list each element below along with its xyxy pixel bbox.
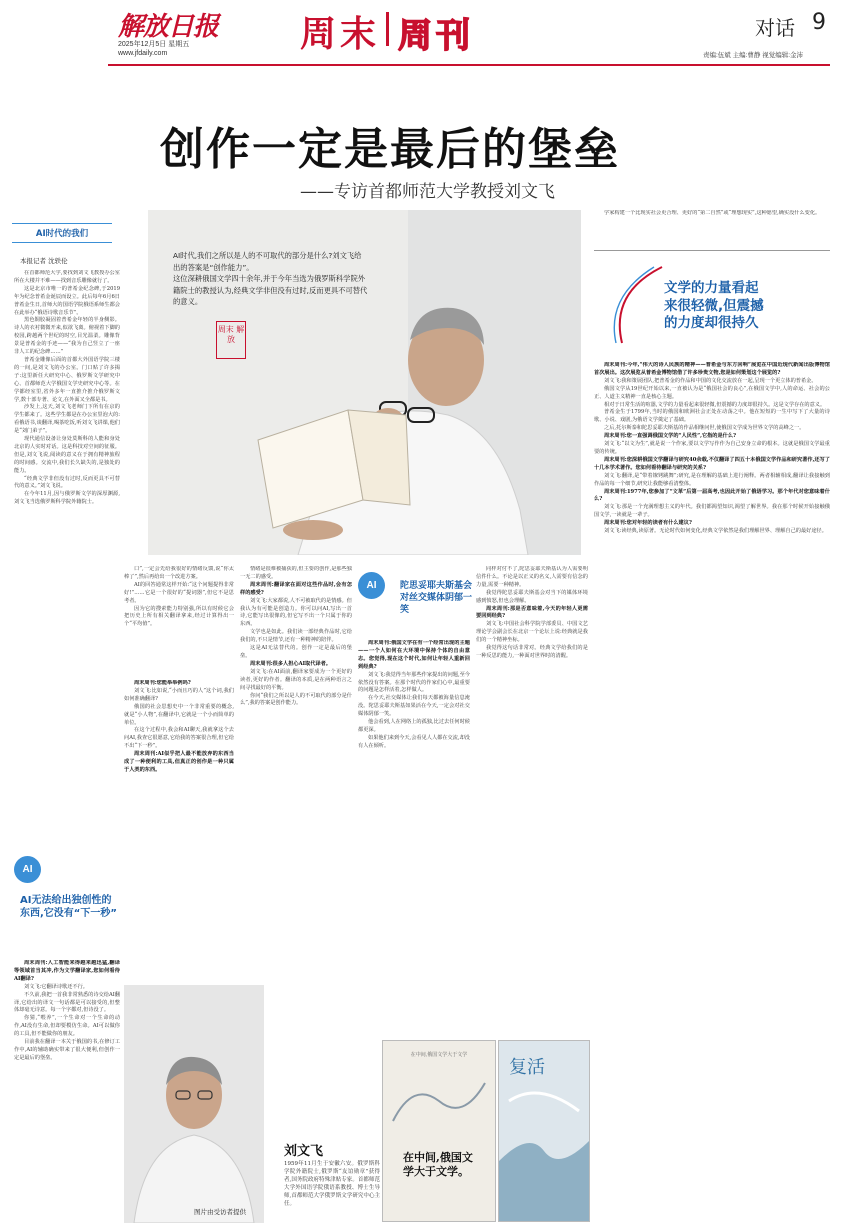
left-pull-title: AI无法给出独创性的东西,它没有“下一秒” — [20, 895, 117, 919]
right-paragraph: 刘文飞:读经典,读原著。无论时代如何变化,经典文学依然是我们理解世界、理解自己的最好途径。 — [604, 528, 827, 535]
book1-art-icon — [383, 1071, 495, 1131]
left-pull-paragraph: 不久前,我把一首我非常熟悉的诗交给AI翻译,它给出的译文一句话都是可以接受的,但整体却毫无诗意。每一个字都对,但诗没了。 — [14, 991, 120, 1014]
middle-paragraph: 周末周刊:那是否意味着,今天的年轻人更需要回到经典? — [476, 605, 588, 620]
left-paragraph: 在首都师范大学,要找到刘文飞教授办公室所在大楼并不难——找到音乐雕像就行了。 — [14, 270, 120, 284]
middle-pull-title: 陀思妥耶夫斯基会对丝交媒体阴郁一笑 — [400, 581, 473, 615]
middle-paragraph: 文学也是如此。我们读一部经典作品时,它给我们的,不只是情节,还有一种精神的陪伴。 — [240, 629, 352, 644]
left-pull-paragraph: 周末周刊:人工智能来得越来越迅猛,翻译等领域首当其冲,作为文学翻译家,您如何看待AI翻译? — [14, 960, 120, 982]
website: www.jfdaily.com — [118, 50, 168, 57]
left-paragraph: 沙发上,这天,刘文飞老师门下所有在京的学生都来了。这些学生都是在办公室里泡大的:看俄语书,谈翻译,喝茶吃饭,听刘文飞讲课,他们是“刘门弟子”。 — [14, 404, 120, 435]
middle-paragraph: 周末周刊:俄国文学在有一个经常出现的主题——一个人如何在大环境中保持个体的自由意志。您觉得,现在这个时代,如何让年轻人重新回到经典? — [358, 640, 470, 670]
quote-block — [594, 255, 830, 360]
middle-paragraph: 刘文飞:大家都说,人不可被取代的是情感。但我认为有可能是创造力。你可以问AI,写出一首诗,它能写出很像的,但它写不出一个只属于你的东西。 — [240, 597, 352, 628]
decorative-arc-icon — [602, 263, 672, 347]
right-paragraph: 刘文飞:那是一个充满理想主义的年代。我们都渴望知识,渴望了解世界。我在那个时候开始接触俄国文学,一读就是一辈子。 — [594, 504, 830, 519]
ai-badge-left: AI — [14, 856, 41, 883]
left-paragraph: “经典文学非但没有过时,反而更具不可替代的意义。”刘文飞说。 — [14, 475, 120, 490]
middle-paragraph: 他会看到,人在网络上的孤独,比过去任何时候都更深。 — [358, 719, 470, 733]
middle-paragraph: 我觉得陀思妥耶夫斯基会对当下的媒体环境感到愤怒,但也会理解。 — [476, 589, 588, 604]
quote-title: 文学的力量看起来很轻微,但震撼的力度却很持久 — [664, 280, 764, 331]
middle-paragraph: 情绪是很难被捕获的,但主要的创作,是那些独一无二的感受。 — [240, 566, 352, 580]
ai-badge-middle: AI — [358, 572, 385, 599]
right-top-column — [594, 210, 830, 246]
byline: 本报记者 沈轶伦 — [20, 257, 68, 265]
middle-paragraph: 在这个过程中,我会和AI聊天,我就拿这个去问AI,我查它很愿意,它给我的答案很合理,但它给不出“下一秒”。 — [124, 727, 234, 750]
left-pull-paragraph: 目前我在翻译一本关于俄国的书,在修订工作中,AI的辅助确实带来了很大便利,但创作一定是最后的堡垒。 — [14, 1039, 120, 1061]
book1-header: 在中间,俄国文学大于文学 — [410, 1052, 468, 1058]
right-paragraph: 周末周刊:您对年轻的读者有什么建议? — [604, 520, 692, 527]
section-label: AI时代的我们 — [35, 229, 89, 239]
right-paragraph: 周末周刊:您一直强调俄国文学的“人民性”,它指的是什么? — [604, 433, 737, 440]
issue-date: 2025年12月5日 星期五 — [118, 41, 190, 48]
middle-paragraph: 俄国的社会思想史中一个非常重要的概念,就是“小人物”,在翻译中,它就是一个小而简单的单位。 — [124, 703, 234, 726]
supplement-logo: 周末 — [300, 14, 381, 55]
middle-paragraph: 我觉得这句话非常对。经典文学给我们的是一种反思的能力,一种面对世界时的清醒。 — [476, 645, 588, 659]
page-number: 9 — [812, 10, 826, 35]
left-paragraph: 在今年11月,因与俄罗斯文学的深厚渊源,刘文飞当选俄罗斯科学院外籍院士。 — [14, 491, 120, 506]
editor-credits: 责编:伍斌 主编:曹静 视觉编辑:金沛 — [703, 52, 804, 59]
middle-paragraph: AI的回答通常这样开始:“这个问题提得非常好!”……它是一个很好的“提词器”,但它不是思考者。 — [124, 581, 234, 604]
middle-column-1b — [124, 680, 234, 970]
left-paragraph: 这是北京市唯一的普希金纪念碑,于2019年为纪念普希金诞辰而设立。此后每年6月6日普希金生日,首师大的国语学院俄语系师生都会在此举办“俄语诗歌音乐节”。 — [14, 285, 120, 316]
middle-paragraph: 刘文飞:中国社会科学院学部委员、中国文艺理论学会副会长在北京一个论坛上说:经典就是我们的一个精神坐标。 — [476, 621, 588, 644]
right-paragraph: 相对于日常生活的喧嚣,文学的力量看起来很轻微,但震撼的力度却很持久。这是文学存在的意义。 — [604, 401, 826, 408]
left-pull-paragraph: 你猜,“喂养”,一个生命对一个生命的动作,AI没有生命,但却要模仿生命。AI可以做你的工具,但不能做你的朋友。 — [14, 1015, 120, 1038]
small-portrait-photo — [124, 985, 264, 1223]
left-pull-text — [14, 960, 120, 1222]
middle-paragraph: 口”,一定会先给我很好的情绪反馈,说“你太棒了”,然后再给出一个改进方案。 — [124, 566, 234, 580]
middle-paragraph: 因为它的搜索能力特别强,所以有时候它会把历史上所有相关翻译拿来,经过计算得出一个“平均值”。 — [124, 605, 234, 628]
right-paragraph: 刘文飞:“以文为生”,就是说一个作家,要以文学写作作为自己安身立命的根本。这就是俄国文学最重要的传统。 — [594, 441, 830, 455]
book1-title: 在中间,俄国文学大于文学。 — [403, 1151, 473, 1178]
middle-paragraph: 周末周刊:翻译家在面对这些作品时,会有怎样的感受? — [240, 581, 352, 596]
book-cover-2 — [498, 1040, 590, 1222]
middle-paragraph: 周末周刊:AI似乎把人最不能放弃的东西当成了一种便利的工具,但真正的创作是一种只属于人类的东西。 — [124, 751, 234, 773]
right-top-rule — [594, 250, 830, 251]
right-paragraph: 刘文飞:翻译,是“带着镣铐跳舞”;研究,是在理解的基础上进行阐释。两者相辅相成,翻译让我接触到作品的每一个细节,研究让我能够看清整体。 — [594, 472, 830, 487]
photo-caption: 图片由受访者提供 — [194, 1208, 246, 1216]
middle-paragraph: 周末周刊:您能举举例吗? — [134, 680, 191, 686]
middle-paragraph: 同样对付不了,陀思妥耶夫斯基认为人需要明信件什么。不论是以正义的名义,人需要有信念的力量,需要一种精神。 — [476, 566, 588, 588]
portrait-photo — [148, 210, 581, 555]
section-label-box — [12, 223, 112, 243]
left-paragraph: 黑色铜胶凝固着普希金年轻的半身侧影。诗人的衣衬微微开来,似欲飞离。俯视着下脚的校园,跨越两个世纪的时空,目光温柔。雕像背景是普希金的手迹——“我为自己竖立了一座非人工的纪念碑……” — [14, 317, 120, 356]
middle-column-4 — [476, 566, 588, 972]
middle-paragraph: 刘文飞:在AI面前,翻译家要成为一个更好的读者,更好的作者。翻译的本质,是在两种语言之间寻找最好的平衡。 — [240, 668, 352, 691]
right-column — [594, 362, 830, 1222]
right-paragraph: 周末周刊:您深耕俄国文学翻译与研究40余载,不仅翻译了四五十本俄国文学作品和研究著作,还写了十几本学术著作。您如何看待翻译与研究的关系? — [594, 456, 830, 471]
left-column-text — [14, 270, 120, 765]
newspaper-logo: 解放日报 — [118, 12, 219, 42]
left-paragraph: 普希金雕像后面的首都大外国语学院三楼的一间,是刘文飞的办公室。门口贴了许多揭子:这里新任大研究中心、俄罗斯文学研究中心、首都师范大学俄国文学史研究中心等。在学都经室里,省外多年一直推介推介俄罗斯文学,数十部专著、论文,在外面又全都是书。 — [14, 356, 120, 403]
intro-text: AI时代,我们之所以是人的不可取代的部分是什么?刘文飞给出的答案是“创作能力”。 这位深耕俄国文学四十余年,并于今年当选为俄罗斯科学院外籍院士的教授认为,经典文学非但没有过时,反而更具不可替代的意义。 — [173, 251, 368, 306]
label-rule-bottom — [12, 242, 112, 243]
masthead — [0, 0, 841, 70]
headline-subtitle: ——专访首都师范大学教授刘文飞 — [300, 182, 555, 202]
middle-paragraph: 你问“我们之所以是人的不可取代的部分是什么”,我的答案是创作能力。 — [240, 692, 352, 707]
right-top-paragraph: 学家构建一个比现实社会更合理、更好的“第二自然”或“理想现实”,这种愿望,确实没什么变化。 — [604, 210, 821, 216]
red-seal — [216, 321, 246, 359]
middle-paragraph: 刘文飞:比如说,“小而且巧的人”这个词,我们如何准确翻译? — [124, 687, 234, 702]
label-rule-top — [12, 223, 112, 224]
bio-name: 刘文飞 — [284, 1144, 324, 1159]
middle-paragraph: 在今天,社交媒体让我们每天都被海量信息淹没。陀思妥耶夫斯基如果活在今天,一定会对社交媒体阴郁一笑。 — [358, 695, 470, 718]
right-paragraph: 周末周刊:今年,“伟大的诗人民族的精神——普希金与东方回响”展览在中国近现代新闻出版博物馆首次展出。这次展览从普希金博物馆借了许多珍贵文物,您是如何策划这个展览的? — [594, 362, 830, 376]
middle-paragraph: 周末周刊:很多人担心AI取代译者。 — [250, 660, 331, 667]
supplement-divider — [386, 12, 389, 46]
portrait-illustration — [124, 985, 264, 1223]
seal-text: 周末 解放 — [217, 325, 245, 344]
left-pull-paragraph: 刘文飞:它翻译诗歌还不行。 — [24, 983, 88, 990]
right-paragraph: 普希金生于1799年,当时的俄国和欧洲社会正处在动荡之中。他在短短的一生中写下了大量的诗歌、小说、戏剧,为俄语文学奠定了基础。 — [594, 409, 830, 424]
left-paragraph: 现代通信设备让身处莫斯科的人能和身处北京的人实时对话。这是科技对空间的征服。但是,刘文飞说,阅读的意义在于拥有精神旅程的时间感。交流中,我们长久缺失的,是独处的能力。 — [14, 436, 120, 474]
headline-title: 创作一定是最后的堡垒 — [160, 124, 620, 175]
middle-column-2 — [240, 566, 352, 976]
section-name: 对话 — [755, 16, 795, 40]
middle-column-1 — [124, 566, 234, 676]
right-paragraph: 俄国文学从19世纪开始以来,一直被认为是“俄国社会的良心”,在俄国文学中,人的命运、社会的公正、人道主义精神一直是核心主题。 — [594, 385, 830, 400]
book-cover-1 — [382, 1040, 496, 1222]
middle-paragraph: 刘文飞:我觉得当年那些作家提出的问题,至今依然没有答案。在那个时代的作家们心中,最重要的问题是怎样活着,怎样做人。 — [358, 671, 470, 694]
middle-paragraph: 这是AI无法替代的。创作一定是最后的堡垒。 — [240, 645, 352, 659]
right-paragraph: 周末周刊:1977年,您参加了“文革”后第一届高考,也因此开始了俄语学习。那个年代对您意味着什么? — [594, 488, 830, 503]
bio-text: 1959年11月生于安徽六安。俄罗斯科学院外籍院士,俄罗斯“友谊勋章”获得者,国务院政府特殊津贴专家。首都师范大学外国语学院俄语系教授、博士生导师,首都师范大学俄罗斯文学研究中心主任。 — [284, 1161, 380, 1207]
middle-paragraph: 如果他们来到今天,会看见人人都在交流,却没有人在倾听。 — [358, 734, 470, 749]
supplement-subtitle: 周刊 — [398, 16, 474, 56]
masthead-rule — [108, 64, 830, 66]
middle-column-3 — [358, 640, 470, 972]
right-paragraph: 之后,托尔斯泰和陀思妥耶夫斯基的作品相继问世,使俄国文学成为世界文学的高峰之一。 — [604, 425, 805, 432]
book2-title: 复活 — [509, 1057, 545, 1078]
right-paragraph: 刘文飞:我和策展团队,把普希金的作品和中国的文化交流放在一起,呈现一个更立体的普希金。 — [604, 377, 817, 384]
